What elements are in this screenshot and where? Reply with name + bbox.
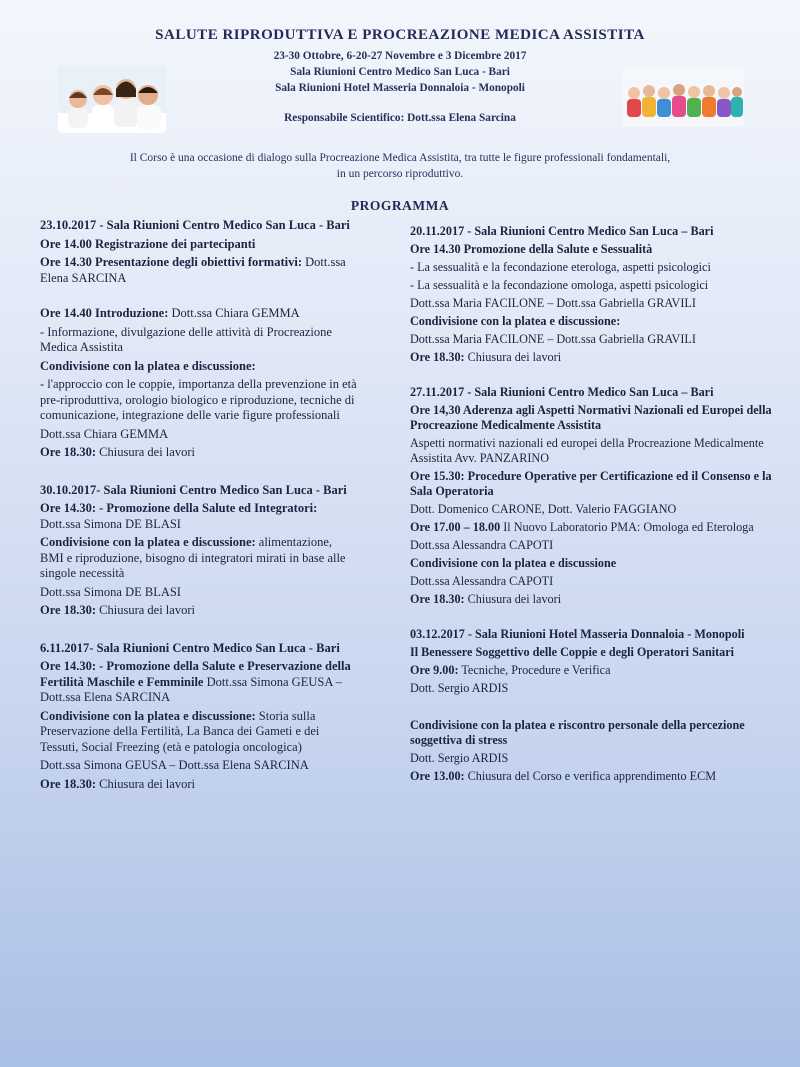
family-photo-image: [58, 65, 166, 133]
program-item-text: - La sessualità e la fecondazione omologa, aspetti psicologici: [410, 278, 709, 292]
program-item: [410, 332, 772, 347]
program-item: [410, 469, 772, 499]
program-item-bold: Ore 14.30: - Promozione della Salute e Preservazione della Fertilità Maschile e Femminile: [40, 659, 351, 689]
program-item-text: - La sessualità e la fecondazione eterologa, aspetti psicologici: [410, 260, 711, 274]
program-item: [410, 403, 772, 433]
program-item-bold: Condivisione con la platea e riscontro personale della percezione soggettiva di stress: [410, 718, 745, 747]
program-item-text: Storia sulla Preservazione della Fertilità, La Banca dei Gameti e dei Tessuti, Social Freezing (età e patologia oncologica): [40, 708, 320, 754]
program-item: [410, 592, 772, 607]
program-item-bold: Ore 18.30:: [410, 592, 465, 606]
session-block: [40, 641, 358, 793]
program-item-text: Chiusura dei lavori: [464, 350, 562, 364]
session-date-heading: 27.11.2017 - Sala Riunioni Centro Medico San Luca – Bari: [410, 385, 714, 399]
program-item-text: Dott.ssa Alessandra CAPOTI: [410, 574, 554, 588]
program-item: [40, 758, 358, 774]
program-item-text: Dott.ssa Chiara GEMMA: [168, 306, 300, 320]
session-block: [40, 218, 358, 286]
program-item-text: Chiusura dei lavori: [464, 592, 562, 606]
program-item-bold: Condivisione con la platea e discussione:: [40, 708, 256, 723]
program-item: [40, 377, 358, 424]
program-item: [40, 659, 358, 706]
session-block: [410, 224, 772, 365]
program-item: [410, 574, 772, 589]
program-item-text: Aspetti normativi nazionali ed europei della Procreazione Medicalmente Assistita Avv. PANZARINO: [410, 436, 764, 465]
program-item: [410, 751, 772, 766]
program-item-text: - Informazione, divulgazione delle attività di Procreazione Medica Assistita: [40, 324, 332, 354]
program-item: [410, 718, 772, 748]
session-block: [40, 306, 358, 461]
program-item: [410, 538, 772, 553]
program-item: [410, 502, 772, 517]
program-item: [40, 237, 358, 253]
venue-bari: Sala Riunioni Centro Medico San Luca - Bari: [290, 66, 510, 78]
program-item-bold: Ore 13.00:: [410, 769, 465, 783]
program-item-text: Dott. Sergio ARDIS: [410, 751, 509, 765]
program-item: [410, 296, 772, 311]
program-item: [40, 585, 358, 601]
program-item: [410, 350, 772, 365]
program-item-bold: Condivisione con la platea e discussione:: [40, 358, 256, 373]
program-item-bold: Condivisione con la platea e discussione:: [410, 314, 621, 328]
program-item: [410, 436, 772, 466]
program-item: [40, 709, 358, 756]
program-item-bold: Ore 18.30:: [410, 350, 465, 364]
program-item-text: Dott.ssa Maria FACILONE – Dott.ssa Gabriella GRAVILI: [410, 296, 696, 310]
program-item: [410, 314, 772, 329]
program-item-text: Tecniche, Procedure e Verifica: [458, 663, 611, 677]
program-item-bold: Ore 14.00 Registrazione dei partecipanti: [40, 236, 256, 251]
session-block: [410, 718, 772, 784]
session-block: [410, 385, 772, 607]
program-item-bold: Ore 14.40 Introduzione:: [40, 306, 169, 320]
program-item-text: Dott. Domenico CARONE, Dott. Valerio FAGGIANO: [410, 502, 677, 516]
program-item-text: Dott.ssa Simona GEUSA – Dott.ssa Elena SARCINA: [40, 758, 309, 772]
program-item: [40, 535, 358, 582]
program-item-text: Dott. Sergio ARDIS: [410, 681, 509, 695]
program-item-bold: Ore 18.30:: [40, 776, 97, 791]
program-item: [410, 645, 772, 660]
program-item-text: Dott.ssa Simona GEUSA – Dott.ssa Elena SARCINA: [40, 674, 343, 704]
program-item-text: alimentazione, BMI e riproduzione, bisogno di integratori mirati in base alle singole necessità: [40, 535, 346, 580]
session-date-heading: 6.11.2017- Sala Riunioni Centro Medico San Luca - Bari: [40, 640, 340, 655]
program-item-text: Il Nuovo Laboratorio PMA: Omologa ed Eterologa: [500, 520, 754, 534]
program-item-bold: Ore 9.00:: [410, 663, 459, 677]
intro-line-2: in un percorso riproduttivo.: [336, 168, 464, 180]
program-item: [410, 278, 772, 293]
program-item: [40, 427, 358, 443]
program-item-bold: Ore 14,30 Aderenza agli Aspetti Normativi Nazionali ed Europei della Procreazione Medicalmente Assistita: [410, 403, 772, 432]
children-photo-image: [622, 67, 744, 127]
session-date-heading: 30.10.2017- Sala Riunioni Centro Medico San Luca - Bari: [40, 482, 347, 497]
page-title: SALUTE RIPRODUTTIVA E PROCREAZIONE MEDICA ASSISTITA: [155, 27, 645, 43]
program-item-bold: Ore 17.00 – 18.00: [410, 520, 501, 534]
program-item-text: Dott.ssa Simona DE BLASI: [40, 584, 181, 599]
program-item: [40, 603, 358, 619]
program-item-text: Chiusura dei lavori: [96, 603, 195, 617]
program-item: [410, 520, 772, 535]
session-block: [40, 483, 358, 619]
intro-line-1: Il Corso è una occasione di dialogo sulla Procreazione Medica Assistita, tra tutte le figure professionali fondamentali,: [129, 152, 671, 164]
program-item-text: - l'approccio con le coppie, importanza della prevenzione in età pre-riproduttiva, orologio biologico e riproduzione, tecniche di comunicazione, integrazione delle varie figure professionali: [40, 377, 357, 422]
program-item-bold: Ore 18.30:: [40, 603, 97, 617]
program-item-bold: Ore 14.30 Presentazione degli obiettivi formativi:: [40, 255, 302, 269]
program-item-text: Chiusura dei lavori: [96, 445, 195, 459]
program-item-text: Chiusura del Corso e verifica apprendimento ECM: [464, 769, 717, 783]
session-date-heading: 20.11.2017 - Sala Riunioni Centro Medico San Luca – Bari: [410, 224, 714, 238]
intro-text: [70, 150, 730, 182]
program-item-bold: Ore 14.30 Promozione della Salute e Sessualità: [410, 242, 653, 256]
program-item: [40, 306, 358, 322]
program-item: [410, 242, 772, 257]
program-item: [40, 325, 358, 356]
program-item-text: Dott.ssa Simona DE BLASI: [40, 516, 181, 531]
program-item-text: Dott.ssa Elena SARCINA: [40, 255, 346, 285]
scientific-director: Responsabile Scientifico: Dott.ssa Elena Sarcina: [284, 112, 516, 124]
program-item: [40, 777, 358, 793]
session-date-heading: 23.10.2017 - Sala Riunioni Centro Medico San Luca - Bari: [40, 218, 350, 232]
program-item-text: Chiusura dei lavori: [96, 776, 195, 791]
program-item: [410, 663, 772, 678]
session-date-heading: 03.12.2017 - Sala Riunioni Hotel Masseria Donnaloia - Monopoli: [410, 627, 745, 641]
program-title: PROGRAMMA: [350, 198, 450, 213]
program-item-bold: Condivisione con la platea e discussione: [410, 556, 617, 570]
program-item-text: Dott.ssa Maria FACILONE – Dott.ssa Gabriella GRAVILI: [410, 332, 696, 346]
program-item: [40, 501, 358, 532]
program-left-column: [40, 218, 358, 795]
program-item-text: Dott.ssa Chiara GEMMA: [40, 426, 169, 441]
program-item-bold: Condivisione con la platea e discussione:: [40, 535, 256, 549]
venue-monopoli: Sala Riunioni Hotel Masseria Donnaloia - Monopoli: [275, 82, 525, 94]
program-item: [410, 556, 772, 571]
program-item: [40, 255, 358, 286]
program-right-column: [410, 224, 772, 787]
program-item-text: Dott.ssa Alessandra CAPOTI: [410, 538, 554, 552]
program-item: [410, 681, 772, 696]
program-item-bold: Ore 14.30: - Promozione della Salute ed Integratori:: [40, 501, 318, 515]
program-item: [40, 359, 358, 375]
program-item-bold: Ore 18.30:: [40, 445, 97, 459]
course-dates: 23-30 Ottobre, 6-20-27 Novembre e 3 Dicembre 2017: [273, 50, 527, 62]
session-block: [410, 627, 772, 696]
program-item: [410, 260, 772, 275]
program-item: [40, 445, 358, 461]
program-item-bold: Ore 15.30: Procedure Operative per Certificazione ed il Consenso e la Sala Operatoria: [410, 469, 772, 498]
program-item: [410, 769, 772, 784]
program-item-bold: Il Benessere Soggettivo delle Coppie e degli Operatori Sanitari: [410, 645, 735, 659]
